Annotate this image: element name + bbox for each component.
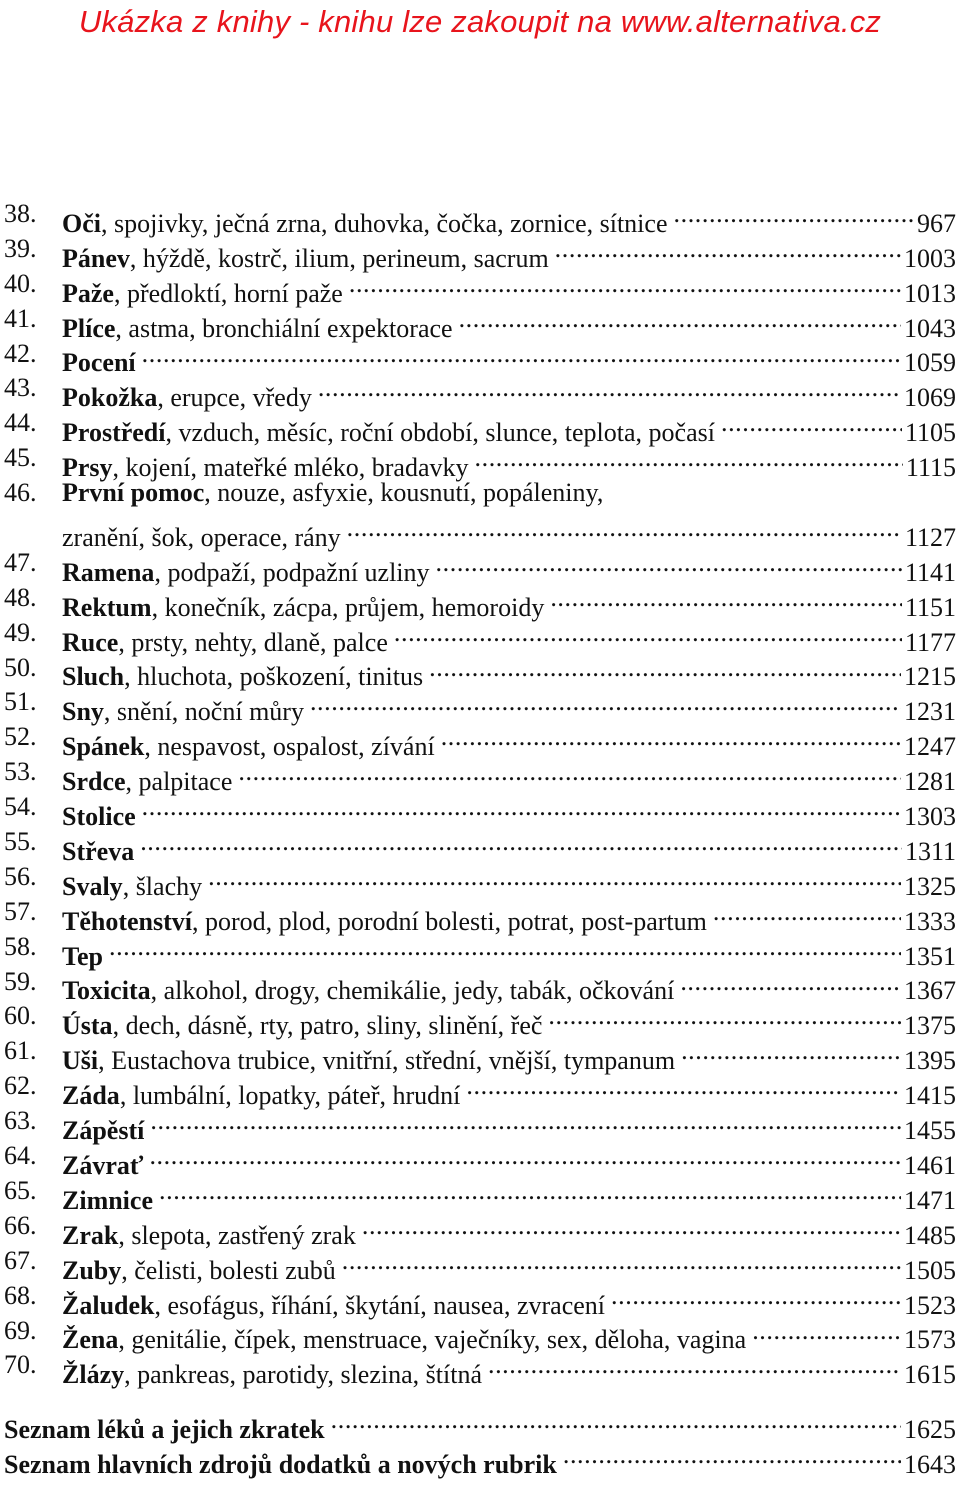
entry-keyword: Žena xyxy=(62,1325,119,1355)
entry-number: 65. xyxy=(4,1175,37,1205)
entry-number: 64. xyxy=(4,1141,37,1171)
entry-keyword: Ústa xyxy=(62,1011,113,1041)
page-number: 1215 xyxy=(904,662,956,692)
entry-number: 57. xyxy=(4,896,37,926)
page-number: 1069 xyxy=(904,383,956,413)
entry-keyword: Stolice xyxy=(62,802,136,832)
entry-subtopics: , porod, plod, porodní bolesti, potrat, post-partum xyxy=(192,906,707,936)
dot-leader xyxy=(436,546,902,581)
page-number: 1643 xyxy=(904,1450,956,1480)
toc-entry xyxy=(0,546,960,587)
appendix-title: Seznam léků a jejich zkratek xyxy=(4,1415,325,1445)
entry-title xyxy=(4,1448,557,1483)
page-number: 1523 xyxy=(904,1290,956,1320)
dot-leader xyxy=(611,1279,901,1314)
entry-subtopics: , nouze, asfyxie, kousnutí, popáleniny, xyxy=(204,478,604,508)
page-number: 1573 xyxy=(904,1325,956,1355)
dot-leader xyxy=(150,1104,901,1139)
entry-number: 41. xyxy=(4,303,37,333)
toc-entry xyxy=(0,1279,960,1320)
entry-number: 45. xyxy=(4,443,37,473)
toc-entry xyxy=(0,790,960,832)
entry-keyword: Tep xyxy=(62,941,103,971)
table-of-contents xyxy=(0,197,960,1480)
dot-leader xyxy=(394,616,902,651)
dot-leader xyxy=(563,1438,901,1473)
entry-number: 59. xyxy=(4,966,37,996)
dot-leader xyxy=(713,895,901,930)
page-number: 1351 xyxy=(904,941,956,971)
page-number: 1247 xyxy=(904,732,956,762)
page-number: 1415 xyxy=(904,1081,956,1111)
page-number: 1395 xyxy=(904,1046,956,1076)
entry-line xyxy=(62,1348,956,1393)
entry-number: 69. xyxy=(4,1315,37,1345)
entry-subtopics: , palpitace xyxy=(125,767,233,797)
entry-subtopics: , snění, noční můry xyxy=(103,697,304,727)
page-number: 1455 xyxy=(904,1116,956,1146)
toc-entry xyxy=(0,1348,960,1390)
toc-entry xyxy=(0,616,960,657)
dot-leader xyxy=(310,685,901,720)
toc-entry xyxy=(0,860,960,901)
dot-leader xyxy=(142,337,901,372)
page-number: 1127 xyxy=(904,522,956,552)
entry-subtopics: , šlachy xyxy=(122,871,203,901)
toc-entry xyxy=(0,999,960,1041)
entry-number: 46. xyxy=(4,478,37,508)
page-number: 1231 xyxy=(904,697,956,727)
entry-keyword: Prsy xyxy=(62,453,113,483)
entry-line xyxy=(4,1438,956,1483)
toc-entry xyxy=(0,1034,960,1076)
entry-subtopics: , prsty, nehty, dlaně, palce xyxy=(118,627,388,657)
toc-entry xyxy=(0,337,960,378)
entry-subtopics: zranění, šok, operace, rány xyxy=(62,522,341,552)
toc-entry xyxy=(0,1174,960,1215)
dot-leader xyxy=(331,1403,901,1438)
entry-keyword: Zrak xyxy=(62,1220,119,1250)
toc-entry xyxy=(0,441,960,483)
entry-number: 63. xyxy=(4,1106,37,1136)
entry-keyword: Žaludek xyxy=(62,1290,155,1320)
page-number: 1177 xyxy=(904,627,956,657)
dot-leader xyxy=(342,1244,901,1279)
dot-leader xyxy=(681,1034,901,1069)
entry-keyword: Sny xyxy=(62,697,104,727)
entry-keyword: Zimnice xyxy=(62,1185,153,1215)
page-number: 1281 xyxy=(904,767,956,797)
entry-line xyxy=(62,476,956,511)
entry-number: 62. xyxy=(4,1071,37,1101)
dot-leader xyxy=(109,930,901,965)
page-number: 1471 xyxy=(904,1185,956,1215)
entry-subtopics: , spojivky, ječná zrna, duhovka, čočka, zornice, sítnice xyxy=(101,208,668,238)
page-number: 1141 xyxy=(904,557,956,587)
toc-entry xyxy=(0,1069,960,1111)
dot-leader xyxy=(459,302,901,337)
entry-number: 44. xyxy=(4,408,37,438)
entry-keyword: Ruce xyxy=(62,627,119,657)
entry-keyword: Zuby xyxy=(62,1255,122,1285)
entry-number: 67. xyxy=(4,1245,37,1275)
dot-leader xyxy=(466,1069,901,1104)
entry-number: 61. xyxy=(4,1036,37,1066)
dot-leader xyxy=(548,999,901,1034)
entry-subtopics: , astma, bronchiální expektorace xyxy=(115,313,453,343)
entry-number: 48. xyxy=(4,582,37,612)
entry-number: 68. xyxy=(4,1280,37,1310)
page-number: 1375 xyxy=(904,1011,956,1041)
entry-number: 40. xyxy=(4,268,37,298)
page-number: 1043 xyxy=(904,313,956,343)
page-number: 1013 xyxy=(904,278,956,308)
toc-entry xyxy=(0,267,960,308)
page-number: 1303 xyxy=(904,802,956,832)
dot-leader xyxy=(680,965,901,1000)
entry-title xyxy=(62,476,603,511)
entry-title xyxy=(62,1358,482,1393)
dot-leader xyxy=(475,441,903,476)
dot-leader xyxy=(349,267,901,302)
entry-keyword: Závrať xyxy=(62,1150,144,1180)
entry-subtopics: , erupce, vředy xyxy=(157,383,312,413)
page-number: 1325 xyxy=(904,871,956,901)
dot-leader xyxy=(488,1348,901,1383)
entry-subtopics: , alkohol, drogy, chemikálie, jedy, tabák, očkování xyxy=(150,976,675,1006)
toc-entry xyxy=(0,1209,960,1250)
toc-entry xyxy=(0,197,960,238)
entry-subtopics: , lumbální, lopatky, páteř, hrudní xyxy=(119,1081,461,1111)
toc-entry xyxy=(0,825,960,866)
entry-keyword: Toxicita xyxy=(62,976,151,1006)
entry-keyword: Pokožka xyxy=(62,383,158,413)
page-number: 1115 xyxy=(905,453,956,483)
toc-entry xyxy=(0,511,960,552)
toc-entry xyxy=(0,720,960,762)
page-number: 1367 xyxy=(904,976,956,1006)
toc-entry xyxy=(0,302,960,343)
dot-leader xyxy=(140,825,902,860)
dot-leader xyxy=(238,755,901,790)
entry-number: 55. xyxy=(4,827,37,857)
preview-banner: Ukázka z knihy - knihu lze zakoupit na www.alternativa.cz xyxy=(78,4,882,39)
entry-keyword: První pomoc xyxy=(62,478,205,508)
entry-number: 51. xyxy=(4,687,37,717)
toc-entry xyxy=(0,895,960,936)
entry-keyword: Spánek xyxy=(62,732,145,762)
toc-entry xyxy=(0,1139,960,1180)
toc-entry xyxy=(0,476,960,511)
entry-subtopics: , slepota, zastřený zrak xyxy=(118,1220,356,1250)
entry-subtopics: , nespavost, ospalost, zívání xyxy=(144,732,435,762)
toc-entry xyxy=(0,965,960,1006)
entry-keyword: Zápěstí xyxy=(62,1116,145,1146)
entry-subtopics: , dech, dásně, rty, patro, sliny, slinění, řeč xyxy=(112,1011,543,1041)
page-number: 1485 xyxy=(904,1220,956,1250)
entry-keyword: Pocení xyxy=(62,348,136,378)
entry-subtopics: , hluchota, poškození, tinitus xyxy=(124,662,424,692)
page-number: 1151 xyxy=(904,592,956,622)
entry-subtopics: , pankreas, parotidy, slezina, štítná xyxy=(124,1360,482,1390)
entry-number: 52. xyxy=(4,722,37,752)
entry-number: 70. xyxy=(4,1350,37,1380)
toc-entry xyxy=(0,371,960,413)
dot-leader xyxy=(441,720,901,755)
entry-subtopics: , genitálie, čípek, menstruace, vaječníky, sex, děloha, vagina xyxy=(118,1325,747,1355)
toc-entry xyxy=(0,581,960,622)
page-number: 1625 xyxy=(904,1415,956,1445)
entry-subtopics: , hýždě, kostrč, ilium, perineum, sacrum xyxy=(129,243,549,273)
entry-keyword: Pánev xyxy=(62,243,130,273)
entry-keyword: Prostředí xyxy=(62,418,166,448)
dot-leader xyxy=(362,1209,901,1244)
entry-number: 66. xyxy=(4,1210,37,1240)
page-number: 1003 xyxy=(904,243,956,273)
entry-keyword: Záda xyxy=(62,1081,120,1111)
entry-keyword: Paže xyxy=(62,278,114,308)
dot-leader xyxy=(752,1314,901,1349)
dot-leader xyxy=(347,511,902,546)
toc-entry xyxy=(0,1244,960,1285)
toc-entry xyxy=(0,685,960,727)
entry-subtopics: , Eustachova trubice, vnitřní, střední, vnější, tympanum xyxy=(98,1046,676,1076)
entry-subtopics: , vzduch, měsíc, roční období, slunce, teplota, počasí xyxy=(165,418,715,448)
entry-number: 54. xyxy=(4,792,37,822)
entry-subtopics: , esofágus, říhání, škytání, nausea, zvracení xyxy=(154,1290,606,1320)
toc-entry xyxy=(0,1104,960,1146)
entry-number: 60. xyxy=(4,1001,37,1031)
entry-number: 43. xyxy=(4,373,37,403)
entry-number: 49. xyxy=(4,617,37,647)
dot-leader xyxy=(674,197,915,232)
toc-entry xyxy=(0,930,960,971)
entry-keyword: Srdce xyxy=(62,767,126,797)
entry-keyword: Těhotenství xyxy=(62,906,192,936)
entry-subtopics: , kojení, mateřké mléko, bradavky xyxy=(112,453,469,483)
entry-number: 58. xyxy=(4,931,37,961)
dot-leader xyxy=(721,406,902,441)
entry-keyword: Uši xyxy=(62,1046,99,1076)
entry-keyword: Žlázy xyxy=(62,1360,125,1390)
toc-entry xyxy=(0,406,960,448)
page-number: 967 xyxy=(917,208,956,238)
dot-leader xyxy=(550,581,902,616)
page-number: 1461 xyxy=(904,1150,956,1180)
entry-number: 53. xyxy=(4,757,37,787)
toc-entry xyxy=(0,232,960,273)
entry-number: 56. xyxy=(4,861,37,891)
dot-leader xyxy=(429,651,901,686)
dot-leader xyxy=(149,1139,901,1174)
dot-leader xyxy=(159,1174,901,1209)
page-number: 1505 xyxy=(904,1255,956,1285)
dot-leader xyxy=(555,232,901,267)
page-number: 1105 xyxy=(904,418,956,448)
page-number: 1333 xyxy=(904,906,956,936)
entry-number: 47. xyxy=(4,547,37,577)
entry-keyword: Sluch xyxy=(62,662,125,692)
entry-subtopics: , konečník, zácpa, průjem, hemoroidy xyxy=(151,592,545,622)
entry-subtopics: , čelisti, bolesti zubů xyxy=(121,1255,336,1285)
toc-entry xyxy=(0,755,960,797)
entry-keyword: Oči xyxy=(62,208,101,238)
entry-keyword: Ramena xyxy=(62,557,155,587)
toc-entry xyxy=(0,1314,960,1355)
entry-number: 50. xyxy=(4,652,37,682)
entry-subtopics: , předloktí, horní paže xyxy=(113,278,343,308)
entry-keyword: Plíce xyxy=(62,313,116,343)
page-number: 1615 xyxy=(904,1360,956,1390)
dot-leader xyxy=(208,860,901,895)
entry-subtopics: , podpaží, podpažní uzliny xyxy=(154,557,430,587)
toc-entry xyxy=(0,651,960,692)
entry-keyword: Střeva xyxy=(62,836,135,866)
entry-keyword: Svaly xyxy=(62,871,123,901)
dot-leader xyxy=(142,790,901,825)
page-number: 1311 xyxy=(904,836,956,866)
page-number: 1059 xyxy=(904,348,956,378)
entry-number: 42. xyxy=(4,338,37,368)
dot-leader xyxy=(318,371,901,406)
appendix-entry xyxy=(0,1438,960,1480)
entry-keyword: Rektum xyxy=(62,592,152,622)
entry-number: 39. xyxy=(4,233,37,263)
entry-number: 38. xyxy=(4,199,37,228)
appendix-title: Seznam hlavních zdrojů dodatků a nových rubrik xyxy=(4,1450,557,1480)
appendix-entry xyxy=(0,1403,960,1445)
